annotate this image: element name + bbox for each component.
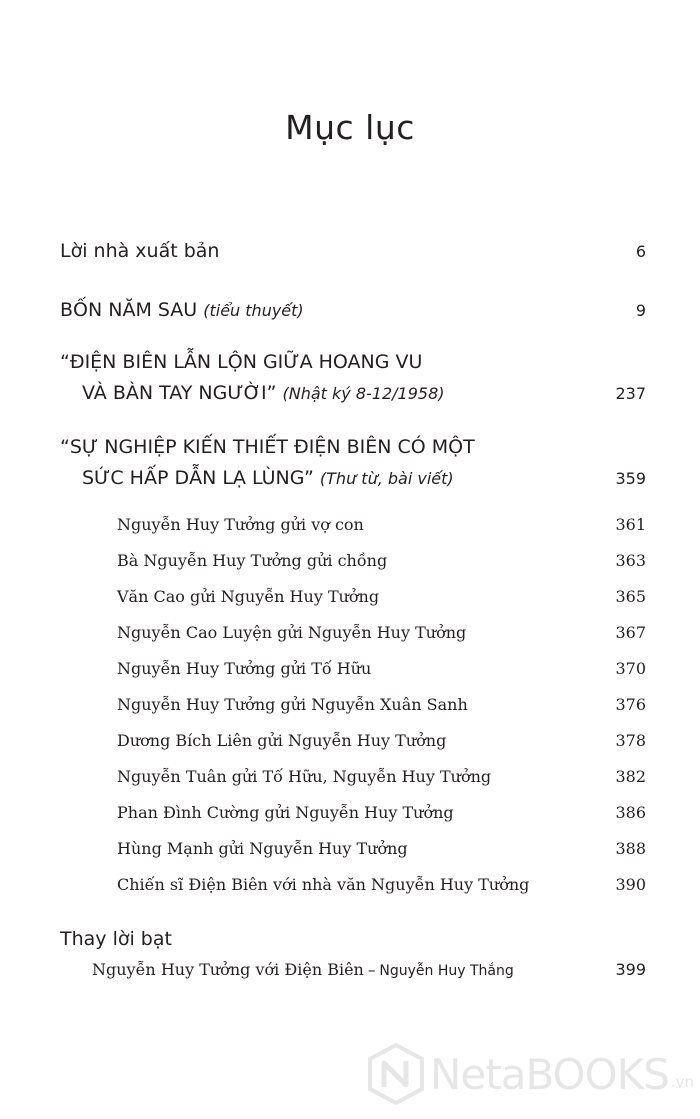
toc-sub-entry[interactable] <box>117 875 646 894</box>
toc-sub-entry[interactable] <box>117 803 646 822</box>
sub-entry-title: Nguyễn Huy Tưởng gửi vợ con <box>117 515 364 534</box>
entry-title-line-1: “ĐIỆN BIÊN LẪN LỘN GIỮA HOANG VU <box>60 351 423 373</box>
toc-sub-entry[interactable] <box>117 551 646 570</box>
page-number: 376 <box>615 695 646 714</box>
toc-sub-entry[interactable] <box>117 659 646 678</box>
entry-note: (Nhật ký 8-12/1958) <box>282 384 445 403</box>
page-number: 370 <box>615 659 646 678</box>
toc-sub-entry[interactable] <box>117 839 646 858</box>
sub-entry-title: Hùng Mạnh gửi Nguyễn Huy Tưởng <box>117 839 408 858</box>
toc-entry-su-nghiep-kien-thiet[interactable] <box>60 432 646 494</box>
sub-entry-title: Phan Đình Cường gửi Nguyễn Huy Tưởng <box>117 803 454 822</box>
entry-title-line-2: VÀ BÀN TAY NGƯỜI” <box>82 382 277 404</box>
toc-entry-publisher-note[interactable] <box>60 236 646 267</box>
sub-entry-title: Chiến sĩ Điện Biên với nhà văn Nguyễn Huy Tưởng <box>117 875 530 894</box>
watermark <box>368 1043 694 1105</box>
afterword-author: Nguyễn Huy Thắng <box>379 963 514 979</box>
entry-note: (tiểu thuyết) <box>203 301 304 320</box>
toc-sub-entry[interactable] <box>117 587 646 606</box>
page-number: 9 <box>635 301 646 320</box>
watermark-tld: .vn <box>670 1073 695 1091</box>
entry-note: (Thư từ, bài viết) <box>319 469 454 488</box>
afterword-dash: – <box>367 961 376 979</box>
page-number: 399 <box>615 960 646 979</box>
toc-sub-entry[interactable] <box>117 767 646 786</box>
sub-entry-title: Nguyễn Huy Tưởng gửi Tố Hữu <box>117 659 372 678</box>
entry-title-line-1: “SỰ NGHIỆP KIẾN THIẾT ĐIỆN BIÊN CÓ MỘT <box>60 436 475 458</box>
entry-title-line-2: SỨC HẤP DẪN LẠ LÙNG” <box>82 467 314 489</box>
page-number: 361 <box>615 515 646 534</box>
watermark-brand: NetaBOOKS <box>430 1049 669 1099</box>
entry-title: Lời nhà xuất bản <box>60 240 220 262</box>
toc-sub-entry[interactable] <box>117 695 646 714</box>
sub-entry-title: Bà Nguyễn Huy Tưởng gửi chồng <box>117 551 388 570</box>
page-number: 237 <box>615 384 646 403</box>
toc-sub-entry[interactable] <box>117 515 646 534</box>
page-number: 367 <box>615 623 646 642</box>
page-number: 363 <box>615 551 646 570</box>
page-number: 359 <box>615 469 646 488</box>
sub-entry-title: Dương Bích Liên gửi Nguyễn Huy Tưởng <box>117 731 447 750</box>
page-number: 390 <box>615 875 646 894</box>
sub-entry-title: Nguyễn Huy Tưởng gửi Nguyễn Xuân Sanh <box>117 695 468 714</box>
page-number: 382 <box>615 767 646 786</box>
page-number: 386 <box>615 803 646 822</box>
section-heading-afterword: Thay lời bạt <box>60 928 172 950</box>
sub-entry-title: Văn Cao gửi Nguyễn Huy Tưởng <box>117 587 380 606</box>
entry-title: BỐN NĂM SAU <box>60 299 198 321</box>
afterword-title: Nguyễn Huy Tưởng với Điện Biên <box>92 960 364 979</box>
toc-sub-entry[interactable] <box>117 623 646 642</box>
page-number: 6 <box>635 242 646 261</box>
page-title: Mục lục <box>285 108 415 147</box>
sub-entry-title: Nguyễn Cao Luyện gửi Nguyễn Huy Tưởng <box>117 623 467 642</box>
toc-entry-dien-bien-lan-lon[interactable] <box>60 347 646 409</box>
page-number: 378 <box>615 731 646 750</box>
sub-entry-title: Nguyễn Tuân gửi Tố Hữu, Nguyễn Huy Tưởng <box>117 767 492 786</box>
page-number: 388 <box>615 839 646 858</box>
toc-entry-afterword[interactable] <box>92 960 646 979</box>
page-number: 365 <box>615 587 646 606</box>
netabooks-logo-icon <box>368 1043 424 1105</box>
toc-entry-bon-nam-sau[interactable] <box>60 295 646 326</box>
toc-sub-entry[interactable] <box>117 731 646 750</box>
